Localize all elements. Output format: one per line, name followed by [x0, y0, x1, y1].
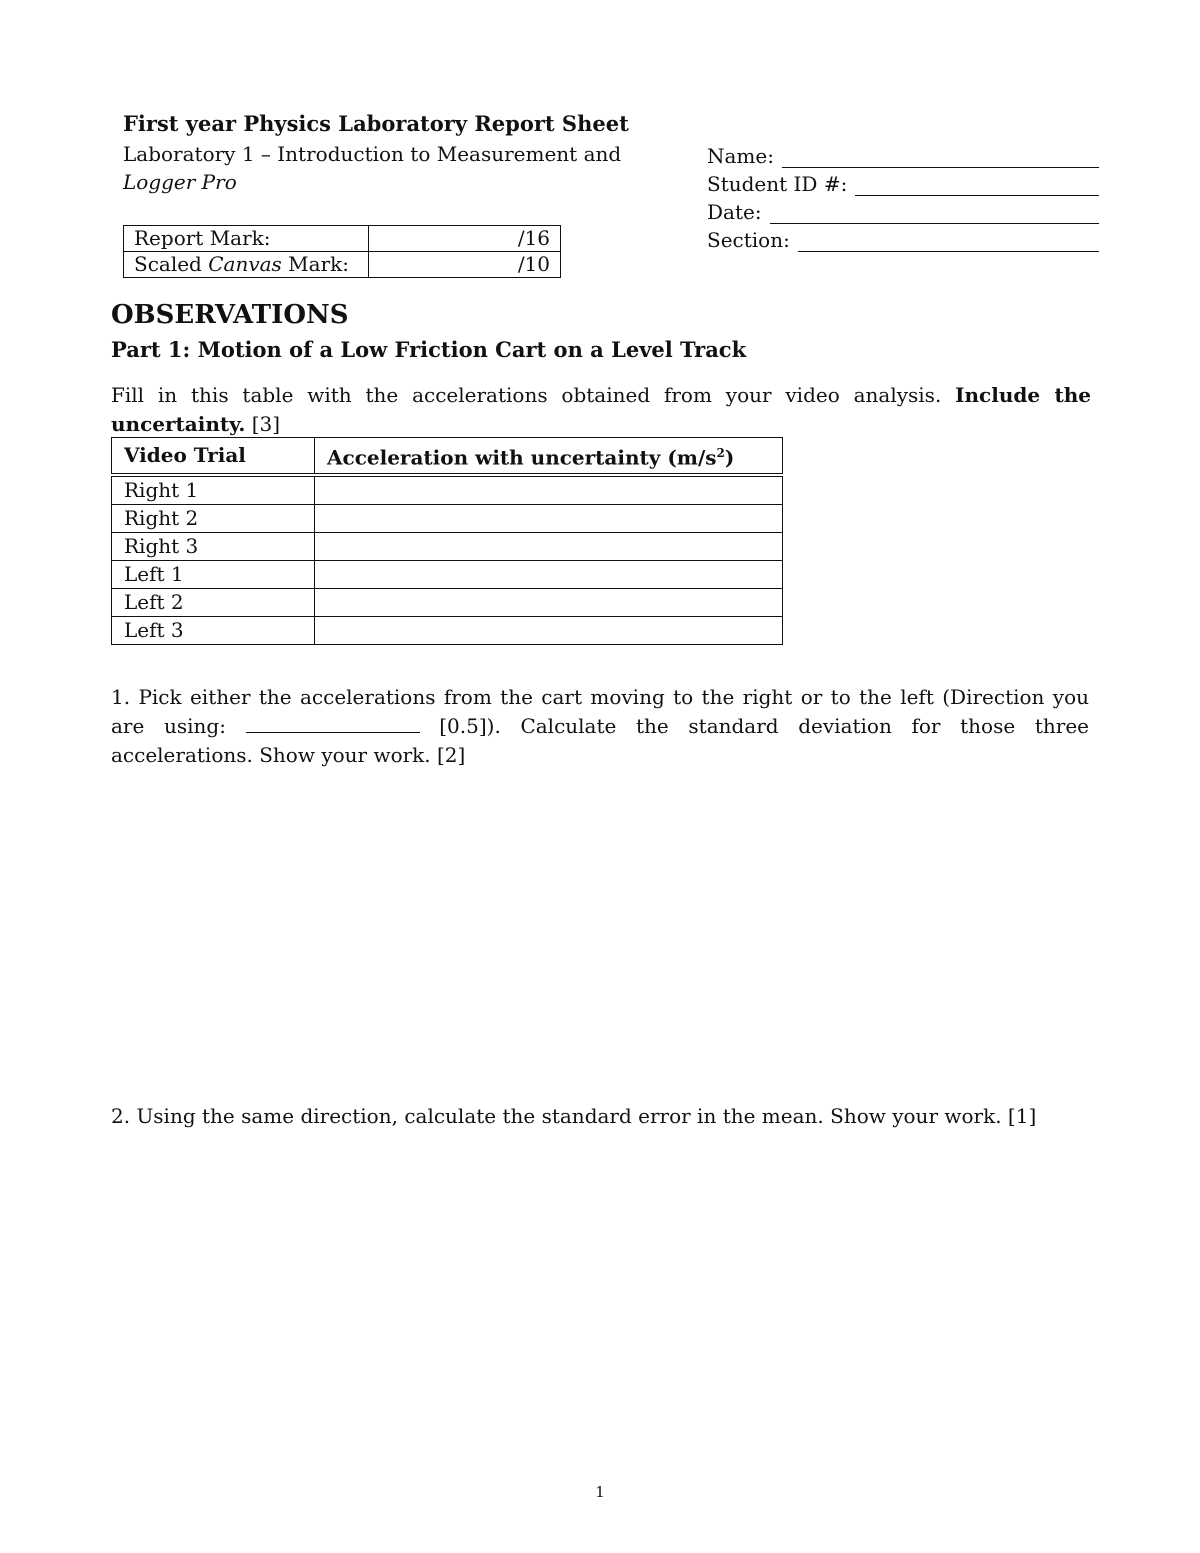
student-id-label: Student ID #:: [707, 172, 848, 196]
date-row: [707, 196, 1099, 224]
page-number: 1: [595, 1483, 605, 1501]
table-row: [112, 504, 783, 532]
acceleration-cell[interactable]: [315, 475, 783, 505]
acceleration-table: [111, 437, 783, 645]
instructions-bold: Include the uncertainty.: [111, 383, 1092, 436]
direction-blank[interactable]: [246, 714, 420, 733]
scaled-mark-suffix: Mark:: [281, 252, 349, 276]
report-mark-value: /16: [369, 226, 561, 252]
section-row: [707, 224, 1099, 252]
acceleration-cell[interactable]: [315, 588, 783, 616]
question-1: [111, 683, 1089, 770]
scaled-mark-label: [124, 252, 369, 278]
header-acceleration-close: ): [724, 445, 735, 470]
report-mark-label: Report Mark:: [124, 226, 369, 252]
marks-row-report: [124, 226, 561, 252]
lab-subtitle-text: Laboratory 1 – Introduction to Measurement and: [123, 142, 622, 166]
date-field[interactable]: [770, 201, 1099, 224]
question-1-text-end: [0.5]). Calculate the standard deviation for those three accelerations. Show your work. [2]: [111, 714, 1089, 767]
section-label: Section:: [707, 228, 790, 252]
observations-heading: OBSERVATIONS: [111, 300, 349, 330]
table-row: [112, 475, 783, 505]
student-id-row: [707, 168, 1099, 196]
question-1-text-start: 1. Pick either the accelerations from the cart moving to the right or to the left (Direction you are using:: [111, 685, 1089, 738]
header-video-trial: Video Trial: [112, 438, 315, 475]
acceleration-table-header: [112, 438, 783, 475]
table-row: [112, 532, 783, 560]
table-row: [112, 616, 783, 644]
scaled-mark-prefix: Scaled: [134, 252, 209, 276]
section-field[interactable]: [798, 229, 1099, 252]
header-acceleration: [315, 438, 783, 475]
sheet-title: First year Physics Laboratory Report Sheet: [123, 111, 629, 136]
name-label: Name:: [707, 144, 774, 168]
scaled-mark-value: /10: [369, 252, 561, 278]
acceleration-cell[interactable]: [315, 532, 783, 560]
lab-subtitle: [123, 140, 688, 196]
acceleration-cell[interactable]: [315, 616, 783, 644]
trial-label: Left 3: [112, 616, 315, 644]
lab-subtitle-software: Logger Pro: [123, 170, 237, 194]
trial-label: Right 3: [112, 532, 315, 560]
table-row: [112, 560, 783, 588]
instructions-marks: [3]: [245, 412, 281, 436]
trial-label: Left 1: [112, 560, 315, 588]
date-label: Date:: [707, 200, 762, 224]
acceleration-cell[interactable]: [315, 560, 783, 588]
question-2: 2. Using the same direction, calculate the standard error in the mean. Show your work. [1]: [111, 1104, 1037, 1128]
instructions-text: Fill in this table with the accelerations obtained from your video analysis.: [111, 383, 956, 407]
header-acceleration-exponent: 2: [716, 446, 725, 460]
name-row: [707, 140, 1099, 168]
header-acceleration-text: Acceleration with uncertainty (m/s: [327, 445, 717, 470]
acceleration-cell[interactable]: [315, 504, 783, 532]
part-1-heading: Part 1: Motion of a Low Friction Cart on a Level Track: [111, 337, 747, 362]
table-instructions: [111, 381, 1091, 439]
name-field[interactable]: [782, 145, 1099, 168]
trial-label: Left 2: [112, 588, 315, 616]
trial-label: Right 2: [112, 504, 315, 532]
table-row: [112, 588, 783, 616]
scaled-mark-canvas: Canvas: [208, 252, 282, 276]
trial-label: Right 1: [112, 475, 315, 505]
marks-table: [123, 225, 561, 278]
student-id-field[interactable]: [855, 173, 1099, 196]
marks-row-scaled: [124, 252, 561, 278]
